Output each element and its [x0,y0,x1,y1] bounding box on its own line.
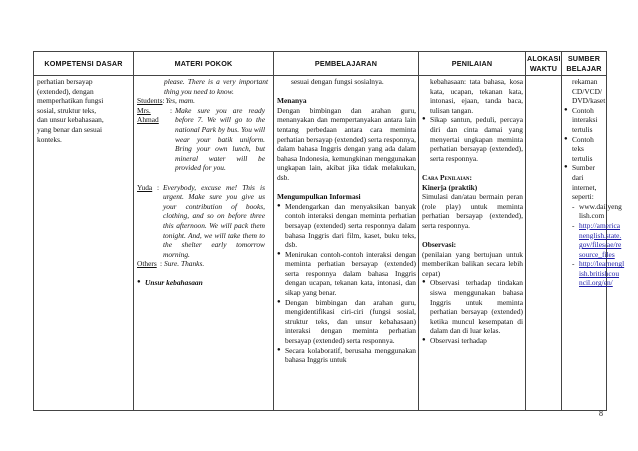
cell-pembelajaran [274,76,419,411]
sumber-text: rekaman [572,77,598,86]
kd-line [37,96,131,106]
bullet-icon: ● [277,250,281,257]
table-header-row [34,52,607,76]
kinerja-paragraph: Simulasi dan/atau bermain peran (role play) untuk meminta perhatian bersayap (extended), serta responnya. [422,192,523,230]
source-link[interactable]: http://learnengl ish.britishcou ncil.org/en/ [579,259,625,288]
list-item [137,278,271,288]
dialogue-line-students: Students : Yes, mam. [137,96,271,106]
header-alokasi-line1: ALOKASI [527,54,561,63]
dash-icon: - [572,259,575,269]
list-item [422,115,523,163]
bullet-icon: ● [422,279,426,286]
pembelajaran-top-text: sesuai dengan fungsi sosialnya. [291,77,384,86]
kd-text-2: (extended), dengan [37,86,94,96]
header-sumber-belajar [562,52,607,76]
dash-icon: - [572,220,575,230]
menanya-paragraph: Dengan bimbingan dan arahan guru, menanyakan dan mempertanyakan antara lain tentang perbedaan antara cara meminta perhatian bersayap (extended) serta responnya, dalam bahasa Inggris dengan yang ada dalam bahasa Indonesia, kemungkinan menggunakan ungkapan lain, akibat jika tidak melakukan, dsb. [277,105,416,182]
header-alokasi-waktu [526,52,562,76]
header-sumber-line2: BELAJAR [566,63,602,73]
list-item [564,135,605,164]
dialogue-text: Sure. Thanks. [164,259,205,269]
list-item [277,346,416,365]
header-kompetensi-dasar: KOMPETENSI DASAR [34,52,134,76]
header-materi-pokok: MATERI POKOK [134,52,274,76]
lesson-plan-table [33,51,625,411]
bullet-icon: ● [137,279,141,286]
alokasi-waktu-text [526,76,561,409]
observasi-paragraph: (penilaian yang bertujuan untuk memberikan balikan secara lebih cepat) [422,249,523,278]
bullet-icon: ● [564,164,568,171]
speaker-mrs-ahmad: Mrs. Ahmad [137,105,159,125]
table-row [34,76,607,411]
section-heading-cara-penilaian: Cara Penilaian: [422,172,472,182]
bullet-text: Dengan bimbingan dan arahan guru, mengidentifikasi ciri-ciri (fungsi sosial, struktur teks, dan unsur kebahasaan) interaksi dengan meminta perhatian bersayap (extended) serta responnya. [285,297,416,346]
kd-text-3: memperhatikan fungsi [37,96,104,106]
speaker-students: Students [137,96,163,106]
bullet-text: Sikap santun, peduli, percaya diri dan cinta damai yang menyertai ungkapan meminta perhatian bersayap (extended), serta responnya. [430,115,523,163]
sumber-text: CD/VCD/ [572,86,602,96]
list-item [277,202,416,250]
header-sumber-line1: SUMBER [567,54,601,63]
dialogue-text: Make sure you are ready before 7. We will go to the national Park by bus. You will wear your batik uniform. Bring your own lunch, but mineral water will be provided for you. [175,105,265,173]
bullet-text: Secara kolaboratif, berusaha menggunakan bahasa Inggris untuk [285,345,416,365]
source-link[interactable]: http://america nenglish.state. gov/files/ae/re source_files [579,220,622,259]
dialogue-line-mrs-ahmad: Mrs. Ahmad : Make sure you are ready before 7. We will go to the national Park by bus. You will wear your batik uniform. Bring your own lunch, but mineral water will be provided for you. [137,106,271,173]
list-item [277,298,416,346]
dialogue-text: Everybody, excuse me! This is urgent. Make sure you give us your contribution of books, clothing, and so on before three this afternoon. We will pack them tonight. And, we will take them to the shelter early tomorrow morning. [163,182,265,259]
section-heading-kinerja: Kinerja (praktik) [422,182,478,192]
dialogue-line-yuda: Yuda : Everybody, excuse me! This is urgent. Make sure you give us your contribution of books, clothing, and so on before three this afternoon. We will pack them tonight. And, we will take them to the shelter early tomorrow morning. [137,183,271,260]
list-item [564,201,622,221]
speaker-yuda: Yuda [137,182,153,192]
kd-line [37,125,131,135]
bullet-text: Observasi terhadap [430,336,487,346]
section-heading-menanya: Menanya [277,96,307,106]
cell-sumber-belajar [562,76,625,411]
dialogue-text: Yes, mam. [165,96,195,106]
kd-line [37,77,131,87]
kd-line [37,106,131,116]
list-item [277,250,416,298]
kd-line [37,135,131,145]
list-item [564,163,605,201]
bullet-icon: ● [422,116,426,123]
header-pembelajaran: PEMBELAJARAN [274,52,419,76]
kd-text-4: sosial, struktur teks, [37,105,97,115]
bullet-text: Menirukan contoh-contoh interaksi dengan meminta perhatian bersayap (extended) serta responnya dalam bahasa Inggris dengan ucapan, tekanan kata, intonasi, dan sikap yang benar. [285,249,416,298]
list-item[interactable] [564,220,622,259]
list-item [564,106,605,135]
header-alokasi-line2: WAKTU [529,63,558,73]
list-item [422,336,523,346]
cell-kompetensi-dasar [34,76,134,411]
dialogue-continuation: please. There is a very important thing you need to know. [164,77,268,96]
kd-text-1: perhatian bersayap [37,77,93,86]
sumber-text: DVD/kaset [572,96,606,106]
speaker-others: Others [137,259,157,269]
bullet-text: Observasi terhadap tindakan siswa menggunakan bahasa Inggris untuk meminta perhatian bersayap (extended) ketika muncul kesempatan di dalam dan di luar kelas. [430,278,523,336]
section-heading-observasi: Observasi: [422,240,457,250]
section-heading-mengumpulkan-informasi: Mengumpulkan Informasi [277,192,361,202]
bullet-text: Sumber dari internet, seperti: [572,163,597,202]
kd-text-5: dan unsur kebahasaan, [37,115,104,125]
bullet-icon: ● [422,337,426,344]
bullet-icon: ● [564,135,568,142]
dialogue-line-others: Others : Sure. Thanks. [137,259,271,269]
cell-penilaian [419,76,526,411]
bullet-text: Contoh interaksi tertulis [572,105,598,134]
kd-line [37,87,131,97]
kd-text-7: konteks. [37,134,62,144]
dash-icon: - [572,201,575,211]
bullet-text: Unsur kebahasaan [145,278,203,288]
header-penilaian: PENILAIAN [419,52,526,76]
bullet-text: Mendengarkan dan menyaksikan banyak contoh interaksi dengan meminta perhatian bersayap (extended) serta responnya dalam bahasa Inggris dari film, kaset, buku teks, dsb. [285,201,416,250]
bullet-icon: ● [277,298,281,305]
kd-line [37,115,131,125]
bullet-icon: ● [277,346,281,353]
penilaian-top-text: kebahasaan: tata bahasa, kosa kata, ucapan, tekanan kata, intonasi, ejaan, tanda baca, tulisan tangan. [430,77,523,115]
source-url: www.dailyeng lish.com [579,201,622,221]
page-number: 8 [599,409,603,418]
bullet-icon: ● [564,106,568,113]
cell-alokasi-waktu [526,76,562,411]
list-item[interactable] [564,259,625,288]
cell-materi-pokok [134,76,274,411]
bullet-icon: ● [277,202,281,209]
list-item [422,278,523,336]
kd-text-6: yang benar dan sesuai [37,124,103,134]
bullet-text: Contoh teks tertulis [572,134,594,163]
